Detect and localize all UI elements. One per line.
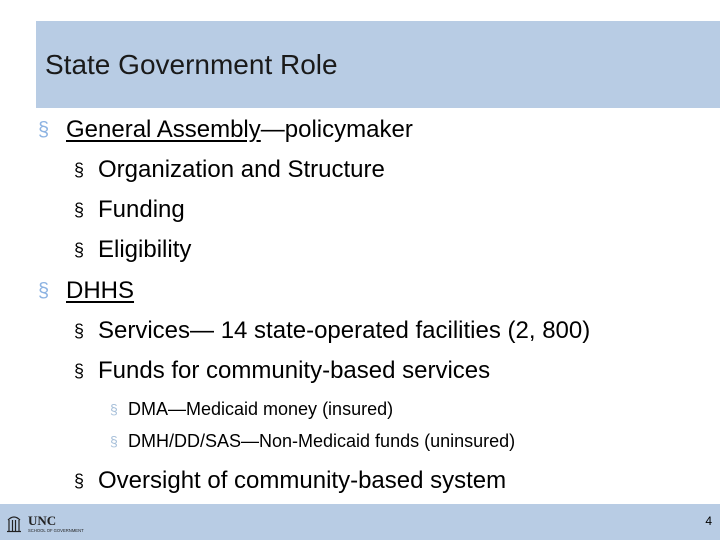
footer-bar: [0, 504, 720, 540]
bullet-marker: §: [74, 200, 85, 220]
bullet-marker: §: [74, 321, 85, 341]
page-number: 4: [705, 514, 712, 528]
logo-text: UNC: [28, 513, 57, 528]
unc-school-of-government-logo: [6, 512, 118, 534]
bullet-marker: §: [74, 240, 85, 260]
old-well-icon: [7, 517, 21, 532]
bullet-marker: §: [74, 471, 85, 491]
bullet-text: Funds for community-based services: [98, 357, 491, 384]
bullet-text: Services— 14 state-operated facilities (2, 800): [98, 317, 591, 344]
bullet-marker: §: [110, 401, 118, 417]
bullet-marker: §: [110, 433, 118, 449]
general-assembly-role: —policymaker: [260, 116, 413, 143]
bullet-text: Eligibility: [98, 236, 192, 263]
bullet-text: Organization and Structure: [98, 156, 385, 183]
general-assembly-label: General Assembly: [66, 116, 261, 143]
bullet-text: DMA—Medicaid money (insured): [128, 399, 394, 419]
bullet-marker: §: [38, 280, 50, 302]
bullet-text: Funding: [98, 196, 185, 223]
bullet-text: Oversight of community-based system: [98, 467, 507, 494]
bullet-marker: §: [74, 361, 85, 381]
bullet-marker: §: [38, 119, 50, 141]
dhhs-label: DHHS: [66, 277, 135, 304]
logo-subtext: SCHOOL OF GOVERNMENT: [28, 528, 84, 533]
slide-title: State Government Role: [45, 49, 338, 80]
bullet-text: DMH/DD/SAS—Non-Medicaid funds (uninsured): [128, 431, 516, 451]
bullet-marker: §: [74, 160, 85, 180]
